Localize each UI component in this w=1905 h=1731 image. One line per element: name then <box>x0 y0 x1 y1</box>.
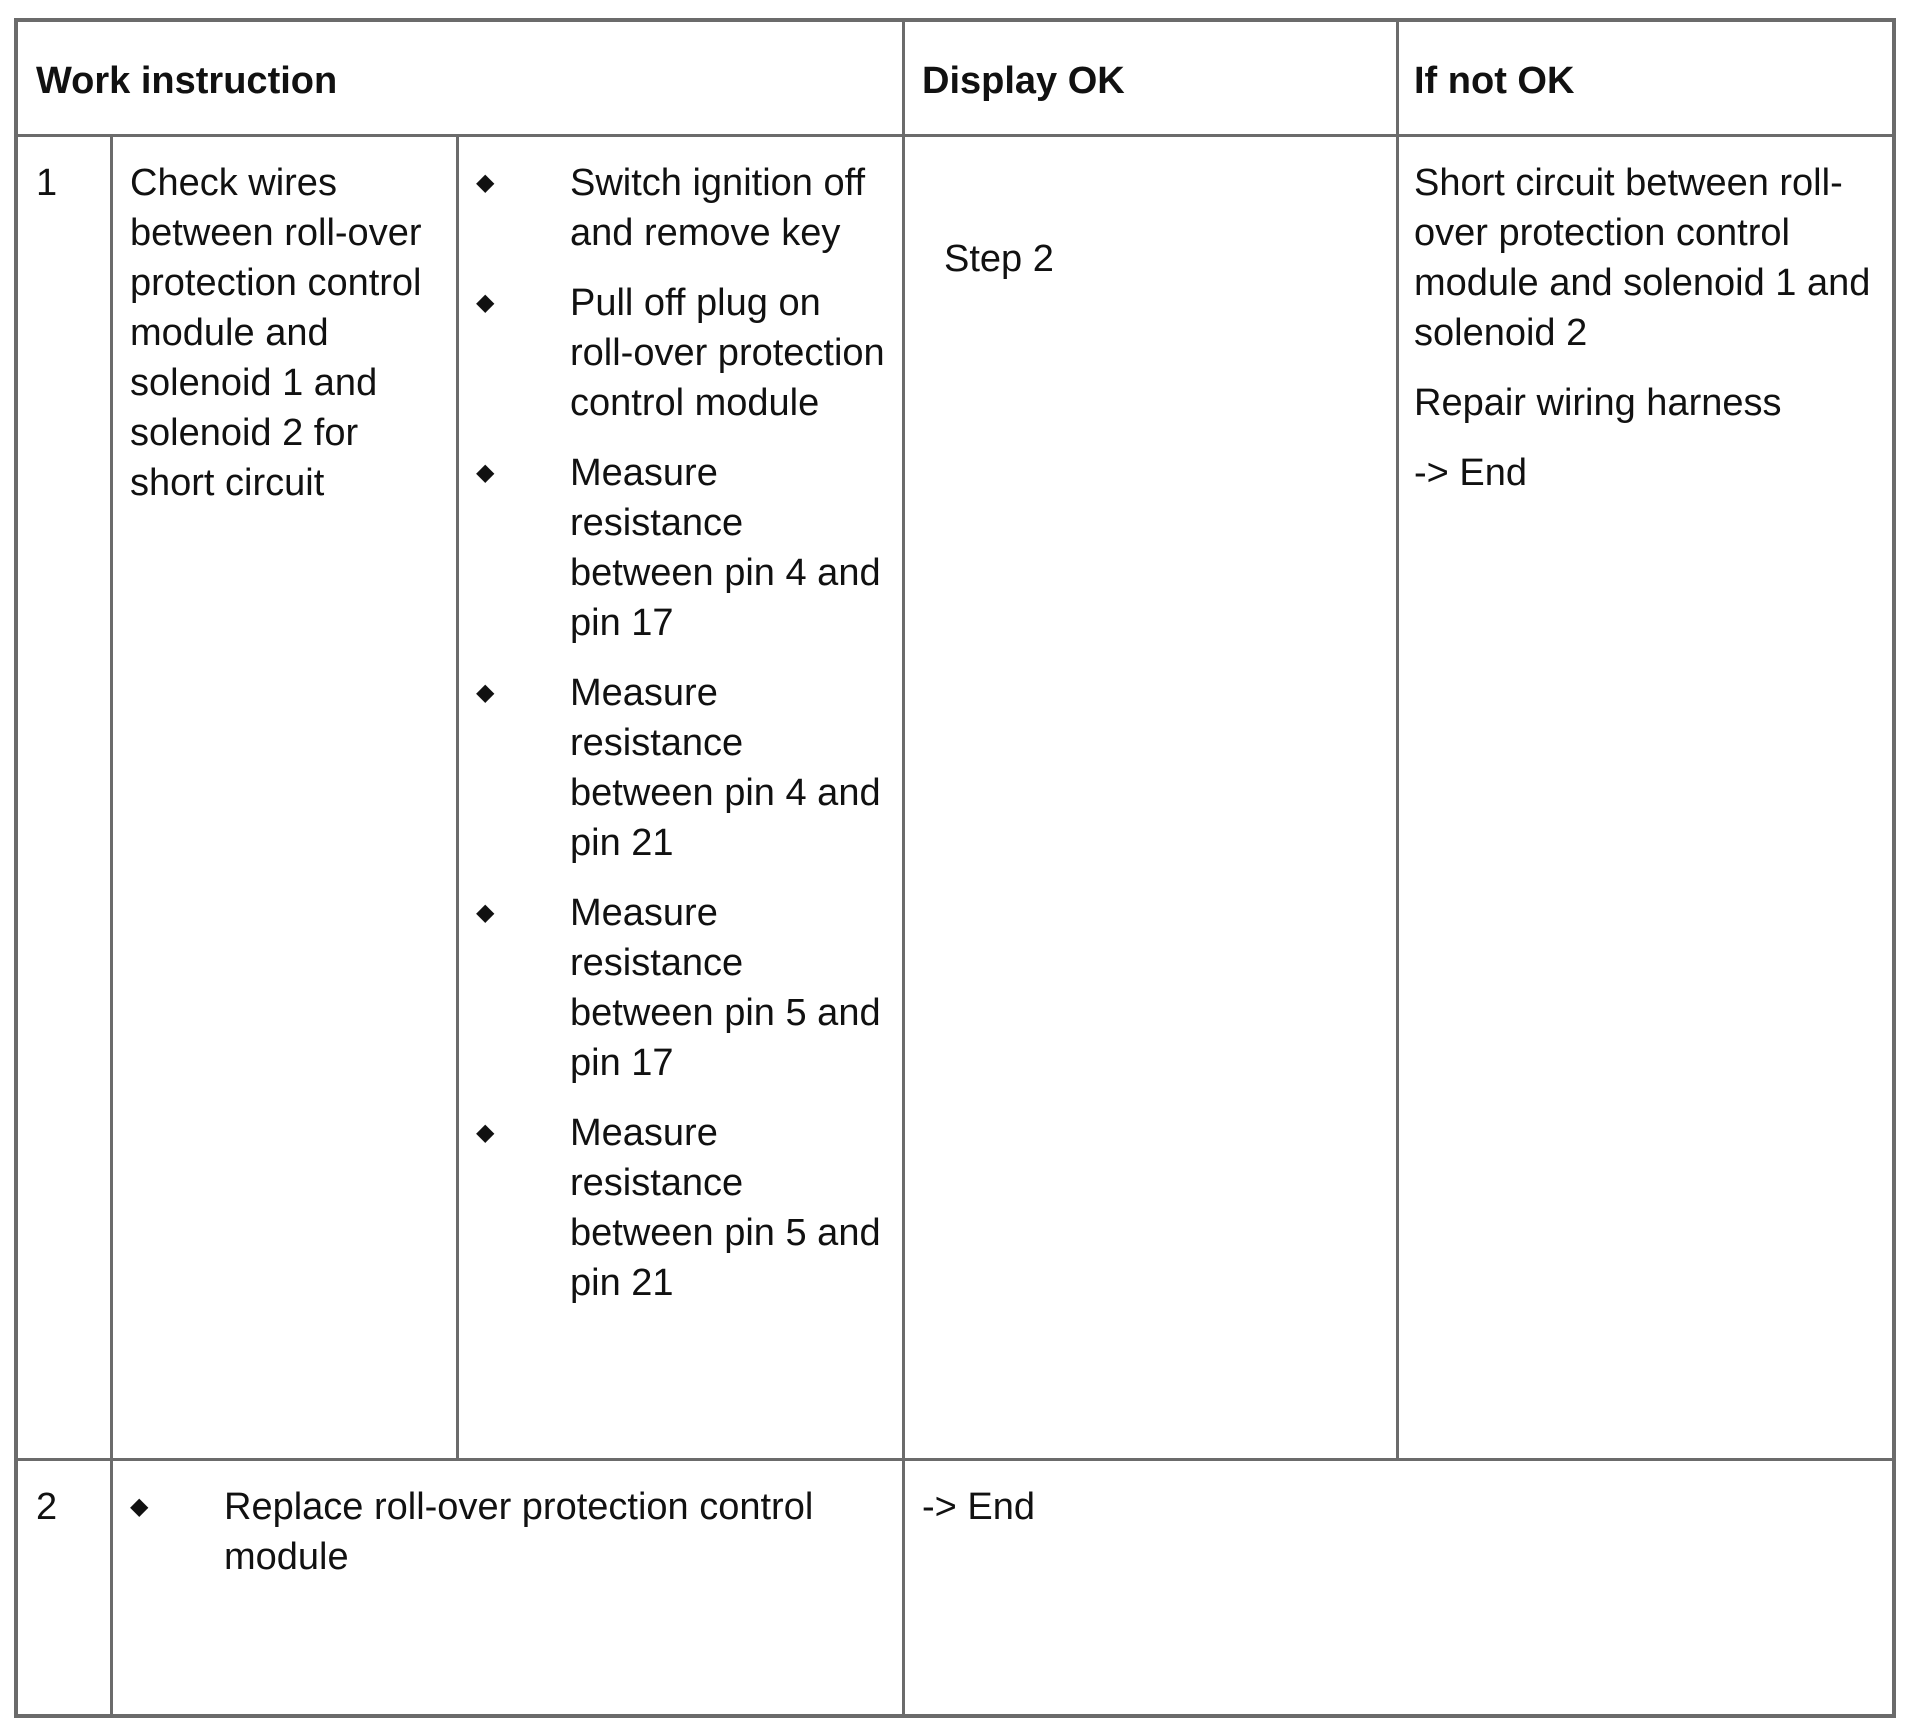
list-item: ◆ Measure resistance between pin 4 and pin 17 <box>476 448 886 648</box>
diamond-bullet-icon: ◆ <box>476 899 495 926</box>
row-1-description: Check wires between roll-over protection control module and solenoid 1 and solenoid 2 for short circuit <box>130 162 422 504</box>
work-instruction-table <box>14 18 1896 1718</box>
header-display-ok: Display OK <box>922 60 1125 102</box>
list-item: ◆ Measure resistance between pin 5 and pin 21 <box>476 1108 886 1308</box>
if-not-ok-end: -> End <box>1414 452 1528 494</box>
diamond-bullet-icon: ◆ <box>476 679 495 706</box>
diamond-bullet-icon: ◆ <box>476 459 495 486</box>
diamond-bullet-icon: ◆ <box>476 1119 495 1146</box>
row-1-action-list <box>476 158 886 1328</box>
col-divider-ifnot <box>1396 22 1399 1461</box>
row-1-display-ok: Step 2 <box>944 238 1054 280</box>
row-2-display-ok: -> End <box>922 1486 1036 1528</box>
row-1-step-number: 1 <box>36 162 58 204</box>
list-item: ◆ Replace roll-over protection control module <box>130 1482 890 1582</box>
if-not-ok-repair: Repair wiring harness <box>1414 382 1782 424</box>
col-divider-display <box>902 22 905 1714</box>
list-item: ◆ Pull off plug on roll-over protection control module <box>476 278 886 428</box>
row-2-action-list <box>130 1482 890 1602</box>
diamond-bullet-icon: ◆ <box>476 289 495 316</box>
col-divider-step <box>110 134 113 1714</box>
header-if-not-ok: If not OK <box>1414 60 1575 102</box>
header-work-instruction: Work instruction <box>36 60 338 102</box>
col-divider-actions <box>456 134 459 1461</box>
list-item: ◆ Switch ignition off and remove key <box>476 158 886 258</box>
header-divider <box>18 134 1892 137</box>
list-item: ◆ Measure resistance between pin 5 and pin 17 <box>476 888 886 1088</box>
list-item: ◆ Measure resistance between pin 4 and pin 21 <box>476 668 886 868</box>
row-1-if-not-ok <box>1414 158 1884 498</box>
diamond-bullet-icon: ◆ <box>130 1493 149 1520</box>
row-divider <box>18 1458 1892 1461</box>
row-2-step-number: 2 <box>36 1486 58 1528</box>
if-not-ok-fault: Short circuit between roll-over protection control module and solenoid 1 and solenoid 2 <box>1414 162 1871 354</box>
diamond-bullet-icon: ◆ <box>476 169 495 196</box>
